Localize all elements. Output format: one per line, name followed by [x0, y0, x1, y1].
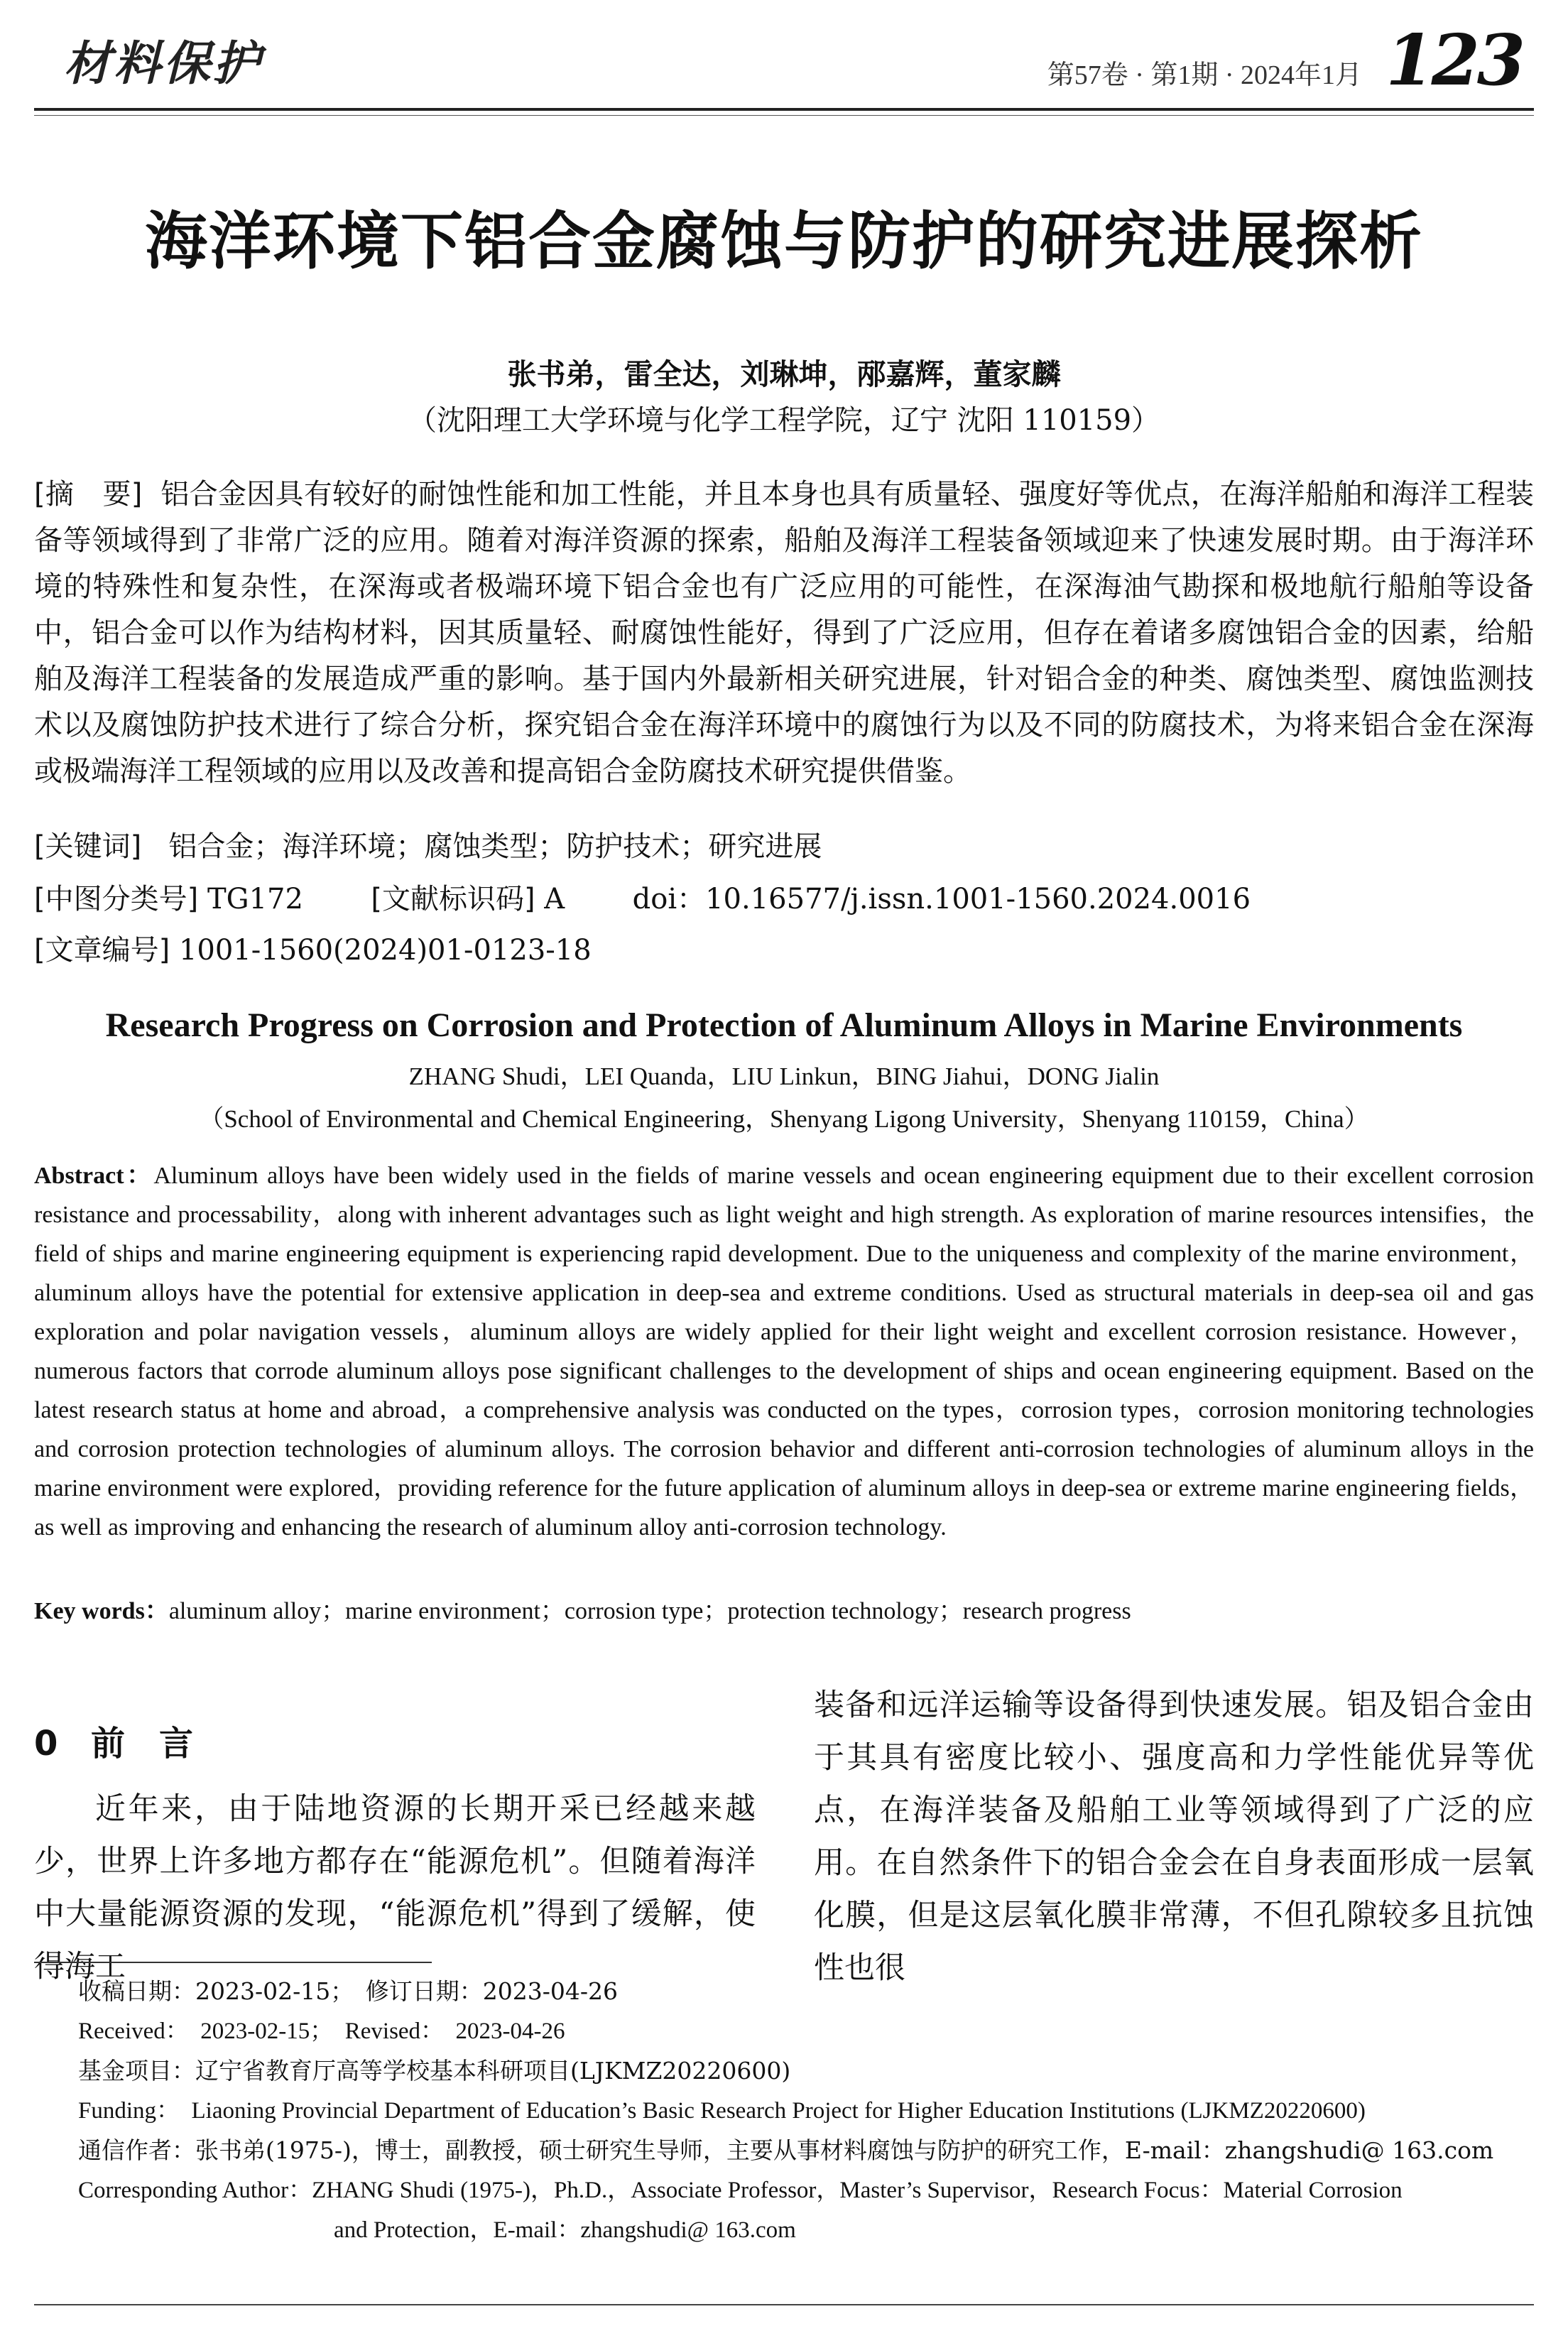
- authors-en: ZHANG Shudi，LEI Quanda，LIU Linkun，BING Jiahui，DONG Jialin: [408, 1063, 1160, 1090]
- article-number-line: [34, 928, 1534, 968]
- doc-code-label: [文献标识码]: [371, 883, 535, 915]
- section-heading: [34, 1716, 193, 1765]
- doi-link[interactable]: doi：10.16577/j.issn.1001-1560.2024.0016: [632, 883, 1251, 915]
- clc-value: TG172: [207, 883, 303, 915]
- footnote-fund-zh: 基金项目：辽宁省教育厅高等学校基本科研项目(LJKMZ20220600): [78, 2057, 791, 2085]
- article-number-label: [文章编号]: [34, 934, 170, 967]
- footnote-received-en: Received： 2023-02-15； Revised： 2023-04-26: [78, 2018, 565, 2044]
- abstract-zh-label: [摘 要]: [34, 478, 143, 511]
- article-number-value: 1001-1560(2024)01-0123-18: [178, 934, 592, 967]
- page-number: 123: [1385, 20, 1523, 102]
- paper-title-zh: 海洋环境下铝合金腐蚀与防护的研究进展探析: [144, 205, 1423, 278]
- body-left-column: 近年来，由于陆地资源的长期开采已经越来越少，世界上许多地方都存在“能源危机”。但随着海洋中大量能源资源的发现，“能源危机”得到了缓解，使得海工: [34, 1791, 756, 1984]
- affiliation-zh: （沈阳理工大学环境与化学工程学院，辽宁 沈阳 110159）: [408, 404, 1160, 437]
- body-right-column: 装备和远洋运输等设备得到快速发展。铝及铝合金由于其具有密度比较小、强度高和力学性能优异等优点，在海洋装备及船舶工业等领域得到了广泛的应用。在自然条件下的铝合金会在自身表面形成一层氧化膜，但是这层氧化膜非常薄，不但孔隙较多且抗蚀性也很: [814, 1688, 1534, 1986]
- paper-title-en: Research Progress on Corrosion and Protection of Aluminum Alloys in Marine Environments: [105, 1006, 1463, 1044]
- clc-label: [中图分类号]: [34, 883, 199, 915]
- abstract-en: [34, 1156, 1534, 1547]
- issue-info: 第57卷 · 第1期 · 2024年1月: [1047, 60, 1362, 90]
- doc-code-value: A: [544, 883, 565, 915]
- footnote-received-zh: 收稿日期：2023-02-15； 修订日期：2023-04-26: [78, 1977, 619, 2005]
- section-number: 0: [34, 1724, 58, 1764]
- abstract-en-text: Aluminum alloys have been widely used in the fields of marine vessels and ocean engineering equipment due to their excellent corrosion resistance and processability，along with inherent advantages such as light weight and high strength. As exploration of marine resources intensifies，the field of ships and marine engineering equipment is experiencing rapid development. Due to the uniqueness and complexity of the marine environment，aluminum alloys have the potential for extensive application in deep-sea and extreme conditions. Used as structural materials in deep-sea oil and gas exploration and polar navigation vessels，aluminum alloys are widely applied for their light weight and excellent corrosion resistance. However，numerous factors that corrode aluminum alloys pose significant challenges to the development of ships and ocean engineering equipment. Based on the latest research status at home and abroad，a comprehensive analysis was conducted on the types，corrosion types，corrosion monitoring technologies and corrosion protection technologies of aluminum alloys. The corrosion behavior and different anti-corrosion technologies of aluminum alloys in the marine environment were explored，providing reference for the future application of aluminum alloys in deep-sea or extreme marine engineering fields，as well as improving and enhancing the research of aluminum alloy anti-corrosion technology.: [34, 1163, 1534, 1541]
- footnote-fund-en: Funding： Liaoning Provincial Department of Education’s Basic Research Project for Higher Education Institutions (LJKMZ20220600): [78, 2098, 1366, 2124]
- footnote-author-en-cont: and Protection，E-mail：zhangshudi@ 163.com: [334, 2217, 796, 2243]
- keywords-en: [34, 1591, 1534, 1626]
- bottom-rule: [34, 2304, 1534, 2305]
- keywords-zh-text: 铝合金；海洋环境；腐蚀类型；防护技术；研究进展: [168, 830, 822, 863]
- abstract-zh: [34, 472, 1534, 795]
- abstract-zh-text: 铝合金因具有较好的耐蚀性能和加工性能，并且本身也具有质量轻、强度好等优点，在海洋船舶和海洋工程装备等领域得到了非常广泛的应用。随着对海洋资源的探索，船舶及海洋工程装备领域迎来了快速发展时期。由于海洋环境的特殊性和复杂性，在深海或者极端环境下铝合金也有广泛应用的可能性，在深海油气勘探和极地航行船舶等设备中，铝合金可以作为结构材料，因其质量轻、耐腐蚀性能好，得到了广泛应用，但存在着诸多腐蚀铝合金的因素，给船舶及海洋工程装备的发展造成严重的影响。基于国内外最新相关研究进展，针对铝合金的种类、腐蚀类型、腐蚀监测技术以及腐蚀防护技术进行了综合分析，探究铝合金在海洋环境中的腐蚀行为以及不同的防腐技术，为将来铝合金在深海或极端海洋工程领域的应用以及改善和提高铝合金防腐技术研究提供借鉴。: [34, 478, 1534, 788]
- journal-logo: 材料保护: [64, 36, 263, 91]
- header-rule: [34, 108, 1534, 111]
- affiliation-en: （School of Environmental and Chemical Engineering，Shenyang Ligong University，Shenyang 110159，China）: [199, 1105, 1369, 1133]
- abstract-en-label: Abstract：: [34, 1163, 154, 1189]
- keywords-zh-label: [关键词]: [34, 830, 142, 863]
- header-rule-thin: [34, 115, 1534, 116]
- footnote-author-zh: 通信作者：张书弟(1975-)，博士，副教授，硕士研究生导师，主要从事材料腐蚀与防护的研究工作，E-mail：zhangshudi@ 163.com: [78, 2136, 1494, 2164]
- footnotes: [78, 1972, 1534, 2250]
- footnote-author-en: Corresponding Author：ZHANG Shudi (1975-)，Ph.D.，Associate Professor，Master’s Supervisor，Research Focus：Material Corrosion: [78, 2178, 1403, 2203]
- authors-zh: 张书弟，雷全达，刘琳坤，邴嘉辉，董家麟: [507, 357, 1061, 391]
- keywords-zh: [34, 824, 1534, 864]
- keywords-en-text: aluminum alloy；marine environment；corrosion type；protection technology；research progress: [168, 1598, 1131, 1624]
- keywords-en-label: Key words：: [34, 1598, 169, 1624]
- section-title: 前 言: [91, 1724, 194, 1764]
- classification-line: [34, 876, 1534, 917]
- footnote-rule: [34, 1962, 432, 1963]
